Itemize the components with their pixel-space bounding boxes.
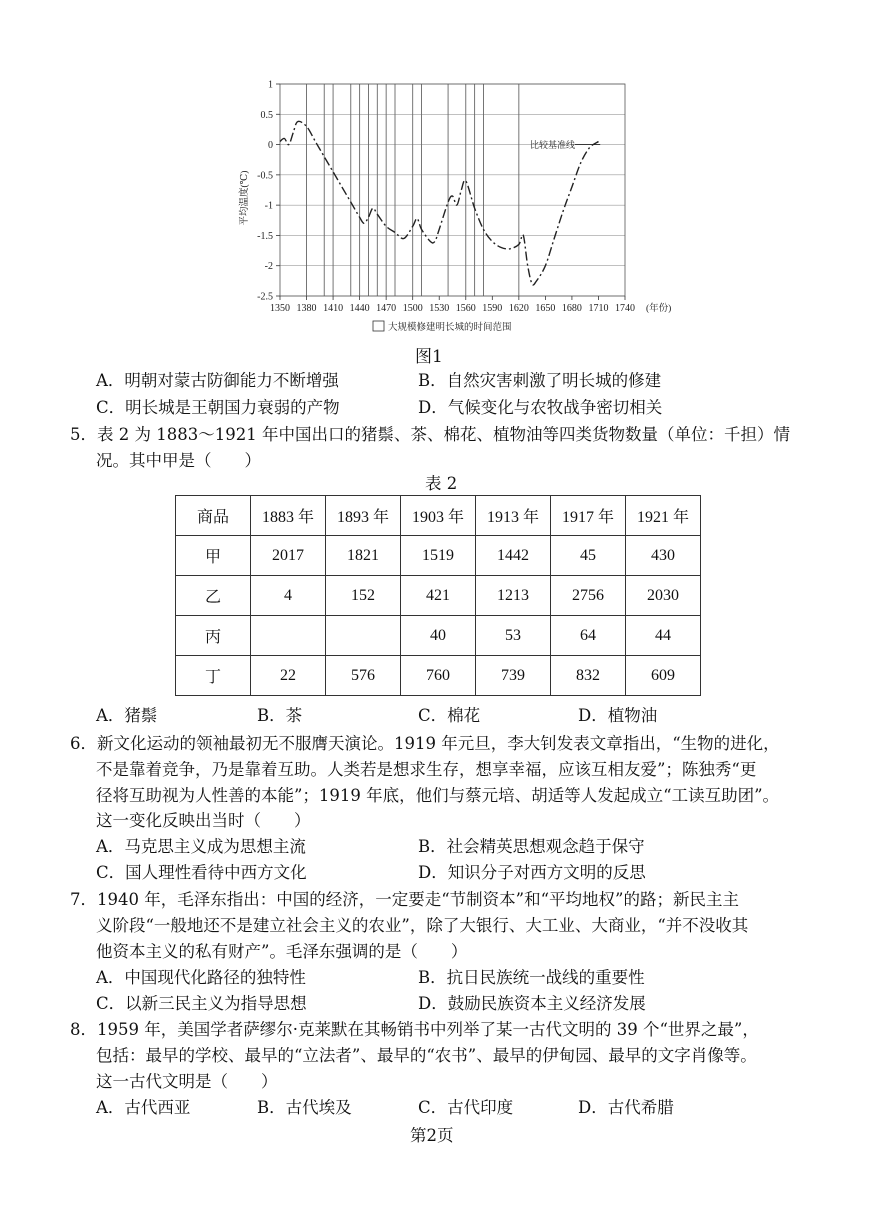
table-cell: 45 — [551, 536, 626, 576]
table-cell: 739 — [476, 656, 551, 696]
q4-option-d[interactable]: D．气候变化与农牧战争密切相关 — [418, 398, 663, 417]
q8-option-b[interactable]: B．古代埃及 — [257, 1098, 352, 1117]
y-tick-label: 0 — [268, 140, 273, 152]
q8-option-c[interactable]: C．古代印度 — [418, 1098, 514, 1117]
table-cell: 40 — [401, 616, 476, 656]
table-cell: 760 — [401, 656, 476, 696]
table-cell: 64 — [551, 616, 626, 656]
x-tick-label: 1680 — [561, 303, 582, 314]
q4-option-a[interactable]: A．明朝对蒙古防御能力不断增强 — [96, 371, 339, 390]
table-header-row — [176, 496, 701, 536]
baseline-label: 比较基准线 — [530, 140, 576, 150]
table-cell: 430 — [626, 536, 701, 576]
q5-stem-line2: 况。其中甲是（ ） — [96, 451, 261, 470]
q7-option-a[interactable]: A．中国现代化路径的独特性 — [96, 968, 306, 987]
table-cell: 152 — [326, 576, 401, 616]
table-cell: 53 — [476, 616, 551, 656]
x-tick-label: 1710 — [588, 303, 609, 314]
q6-stem-line4: 这一变化反映出当时（ ） — [96, 811, 311, 830]
table-cell: 丁 — [176, 656, 251, 696]
q8-stem-line3: 这一古代文明是（ ） — [96, 1072, 278, 1091]
q6-option-c[interactable]: C．国人理性看待中西方文化 — [96, 863, 307, 882]
table-row — [176, 536, 701, 576]
q6-stem-line2: 不是靠着竞争，乃是靠着互助。人类若是想求生存，想享幸福，应该互相友爱”；陈独秀“更 — [96, 760, 757, 779]
table-row — [176, 616, 701, 656]
table-cell: 44 — [626, 616, 701, 656]
table-cell: 4 — [251, 576, 326, 616]
x-axis-ticks — [270, 296, 635, 314]
table-header-cell: 1903 年 — [401, 496, 476, 536]
y-tick-label: 1 — [268, 79, 273, 91]
table-cell: 1821 — [326, 536, 401, 576]
export-table — [175, 495, 701, 696]
x-tick-label: 1650 — [535, 303, 556, 314]
q4-option-c[interactable]: C．明长城是王朝国力衰弱的产物 — [96, 398, 340, 417]
q7-option-b[interactable]: B．抗日民族统一战线的重要性 — [418, 968, 645, 987]
q5-option-c[interactable]: C．棉花 — [418, 706, 481, 725]
x-tick-label: 1500 — [402, 303, 423, 314]
table-row — [176, 576, 701, 616]
table-cell: 甲 — [176, 536, 251, 576]
table-cell — [326, 616, 401, 656]
table-cell — [251, 616, 326, 656]
q8-option-a[interactable]: A．古代西亚 — [96, 1098, 191, 1117]
x-tick-label: 1350 — [270, 303, 290, 314]
x-tick-label: 1560 — [455, 303, 476, 314]
x-tick-label: 1470 — [376, 303, 397, 314]
x-axis-unit: (年份) — [646, 304, 672, 314]
table-cell: 2030 — [626, 576, 701, 616]
table-row — [176, 656, 701, 696]
q7-option-d[interactable]: D．鼓励民族资本主义经济发展 — [418, 994, 646, 1013]
q6-stem-line1: 6．新文化运动的领袖最初无不服膺天演论。1919 年元旦，李大钊发表文章指出，“生物的进化， — [70, 734, 780, 753]
table-cell: 576 — [326, 656, 401, 696]
x-tick-label: 1590 — [482, 303, 503, 314]
table-cell: 832 — [551, 656, 626, 696]
y-axis-ticks — [257, 80, 280, 303]
table-header-cell: 1913 年 — [476, 496, 551, 536]
q6-stem-line3: 径将互助视为人性善的本能”；1919 年底，他们与蔡元培、胡适等人发起成立“工读互助团”。 — [96, 786, 780, 805]
q5-option-a[interactable]: A．猪鬃 — [96, 706, 158, 725]
table-cell: 2017 — [251, 536, 326, 576]
table-cell: 1519 — [401, 536, 476, 576]
x-tick-label: 1530 — [429, 303, 450, 314]
table-header-cell: 1893 年 — [326, 496, 401, 536]
chart-gridlines — [280, 84, 625, 296]
table-cell: 1442 — [476, 536, 551, 576]
x-tick-label: 1740 — [615, 303, 635, 314]
figure-caption: 图1 — [415, 347, 443, 367]
plot-frame — [280, 84, 625, 296]
table-header-cell: 商品 — [176, 496, 251, 536]
q8-option-d[interactable]: D．古代希腊 — [578, 1098, 674, 1117]
q5-option-b[interactable]: B．茶 — [257, 706, 303, 725]
q6-option-b[interactable]: B．社会精英思想观念趋于保守 — [418, 837, 645, 856]
table-header-cell: 1883 年 — [251, 496, 326, 536]
wall-building-periods — [307, 84, 519, 296]
q6-option-a[interactable]: A．马克思主义成为思想主流 — [96, 837, 306, 856]
q7-option-c[interactable]: C．以新三民主义为指导思想 — [96, 994, 307, 1013]
x-tick-label: 1620 — [508, 303, 529, 314]
q7-stem-line2: 义阶段“一般地还不是建立社会主义的农业”，除了大银行、大工业、大商业，“并不没收其 — [96, 916, 749, 935]
table-cell: 609 — [626, 656, 701, 696]
legend-swatch — [373, 321, 384, 331]
table-cell: 421 — [401, 576, 476, 616]
y-tick-label: -2.5 — [257, 291, 273, 303]
table-header-cell: 1917 年 — [551, 496, 626, 536]
x-tick-label: 1380 — [296, 303, 317, 314]
table-cell: 乙 — [176, 576, 251, 616]
page-number: 第2页 — [410, 1126, 454, 1145]
q5-option-d[interactable]: D．植物油 — [578, 706, 658, 725]
y-tick-label: -2 — [264, 261, 273, 273]
table2-caption: 表 2 — [425, 474, 458, 493]
y-tick-label: -1 — [264, 200, 273, 212]
q7-stem-line1: 7．1940 年，毛泽东指出：中国的经济，一定要走“节制资本”和“平均地权”的路；新民主主 — [70, 890, 739, 909]
temperature-chart — [235, 70, 695, 360]
x-tick-label: 1410 — [323, 303, 344, 314]
legend-label: 大规模修建明长城的时间范围 — [388, 323, 512, 333]
q6-option-d[interactable]: D．知识分子对西方文明的反思 — [418, 863, 646, 882]
y-axis-label: 平均温度(℃) — [240, 170, 250, 226]
y-tick-label: -0.5 — [257, 170, 273, 182]
table-cell: 2756 — [551, 576, 626, 616]
q8-stem-line2: 包括：最早的学校、最早的“立法者”、最早的“农书”、最早的伊甸园、最早的文字肖像等。 — [96, 1046, 757, 1065]
q7-stem-line3: 他资本主义的私有财产”。毛泽东强调的是（ ） — [96, 942, 468, 961]
q5-stem-line1: 5．表 2 为 1883～1921 年中国出口的猪鬃、茶、棉花、植物油等四类货物数量（单位：千担）情 — [70, 425, 790, 444]
table-cell: 22 — [251, 656, 326, 696]
table-header-cell: 1921 年 — [626, 496, 701, 536]
y-tick-label: 0.5 — [260, 109, 273, 121]
table-cell: 丙 — [176, 616, 251, 656]
y-tick-label: -1.5 — [257, 230, 273, 242]
q8-stem-line1: 8．1959 年，美国学者萨缪尔·克莱默在其畅销书中列举了某一古代文明的 39 个“世界之最”， — [70, 1020, 759, 1039]
q4-option-b[interactable]: B．自然灾害刺激了明长城的修建 — [418, 371, 662, 390]
x-tick-label: 1440 — [349, 303, 370, 314]
table-cell: 1213 — [476, 576, 551, 616]
